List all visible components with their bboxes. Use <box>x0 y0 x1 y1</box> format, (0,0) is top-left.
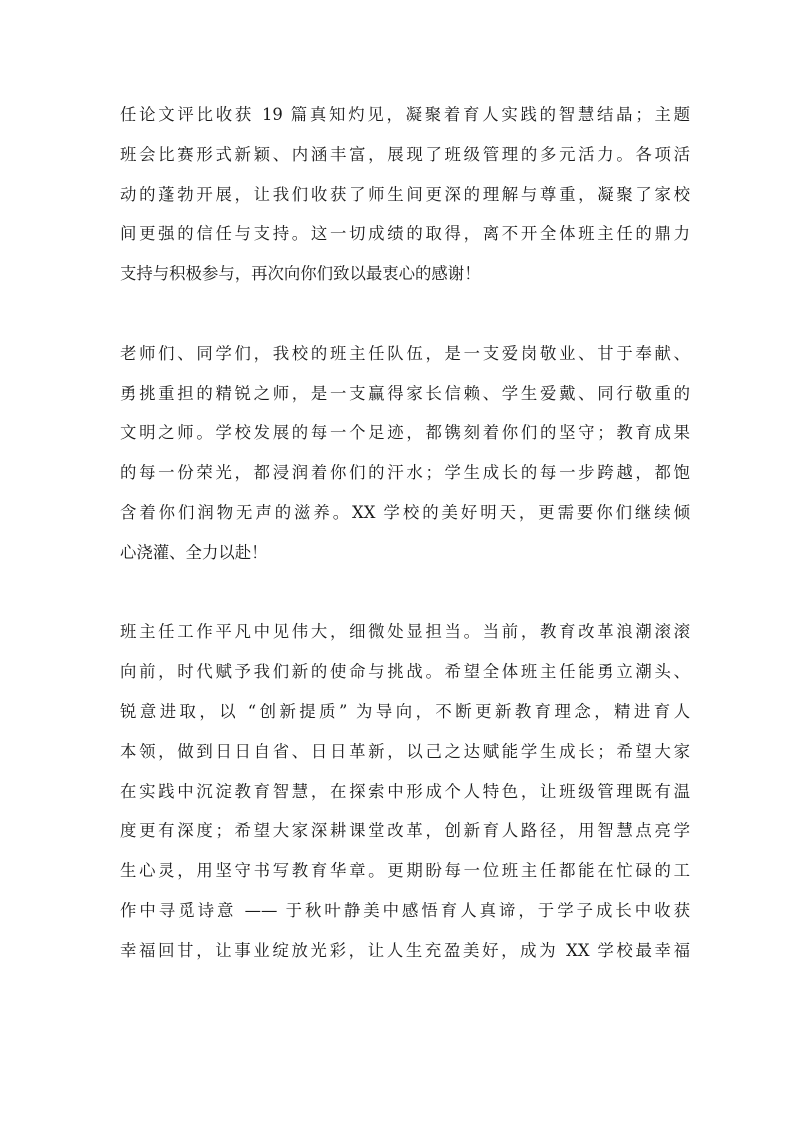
text-line: 任论文评比收获 19 篇真知灼见，凝聚着育人实践的智慧结晶；主题 <box>120 105 690 124</box>
text-line: 在实践中沉淀教育智慧，在探索中形成个人特色，让班级管理既有温 <box>120 781 690 801</box>
document-body <box>120 95 690 971</box>
text-line: 作中寻觅诗意 —— 于秋叶静美中感悟育人真谛，于学子成长中收获 <box>120 900 690 920</box>
paragraph-2 <box>120 334 690 573</box>
text-line: 老师们、同学们，我校的班主任队伍，是一支爱岗敬业、甘于奉献、 <box>120 343 690 363</box>
text-line: 勇挑重担的精锐之师，是一支赢得家长信赖、学生爱戴、同行敬重的 <box>120 383 690 403</box>
text-line: 动的蓬勃开展，让我们收获了师生间更深的理解与尊重，凝聚了家校 <box>120 184 690 204</box>
text-line: 幸福回甘，让事业绽放光彩，让人生充盈美好，成为 XX 学校最幸福 <box>120 940 690 960</box>
text-line: 本领，做到日日自省、日日革新，以己之达赋能学生成长；希望大家 <box>120 741 690 761</box>
paragraph-3 <box>120 612 690 970</box>
text-line: 生心灵，用坚守书写教育华章。更期盼每一位班主任都能在忙碌的工 <box>120 861 690 881</box>
text-line: 间更强的信任与支持。这一切成绩的取得，离不开全体班主任的鼎力 <box>120 224 690 244</box>
text-line: 支持与积极参与，再次向你们致以最衷心的感谢！ <box>120 264 481 284</box>
paragraph-1 <box>120 95 690 294</box>
text-line: 锐意进取，以 “创新提质” 为导向，不断更新教育理念，精进育人 <box>120 701 690 721</box>
text-line: 班主任工作平凡中见伟大，细微处显担当。当前，教育改革浪潮滚滚 <box>120 622 690 642</box>
text-line: 文明之师。学校发展的每一个足迹，都镌刻着你们的坚守；教育成果 <box>120 423 690 443</box>
text-line: 向前，时代赋予我们新的使命与挑战。希望全体班主任能勇立潮头、 <box>120 662 690 682</box>
text-line: 的每一份荣光，都浸润着你们的汗水；学生成长的每一步跨越，都饱 <box>120 463 690 483</box>
text-line: 含着你们润物无声的滋养。XX 学校的美好明天，更需要你们继续倾 <box>120 502 690 522</box>
text-line: 班会比赛形式新颖、内涵丰富，展现了班级管理的多元活力。各项活 <box>120 144 690 164</box>
text-line: 心浇灌、全力以赴！ <box>120 542 268 562</box>
text-line: 度更有深度；希望大家深耕课堂改革，创新育人路径，用智慧点亮学 <box>120 821 690 841</box>
